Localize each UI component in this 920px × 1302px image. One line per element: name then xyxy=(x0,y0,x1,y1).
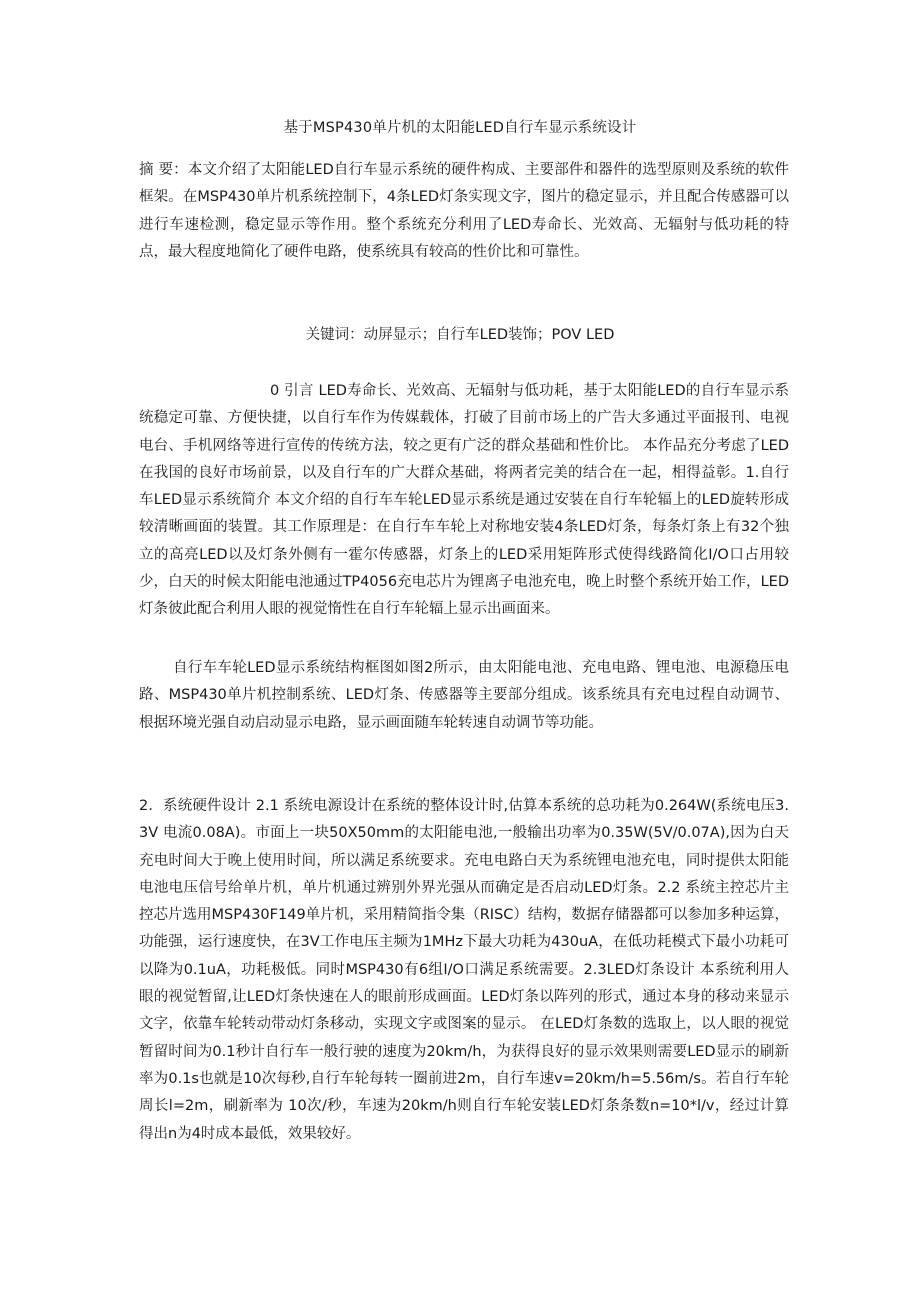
hardware-design-paragraph: 2．系统硬件设计 2.1 系统电源设计在系统的整体设计时,估算本系统的总功耗为0.264W(系统电压3.3V 电流0.08A)。市面上一块50X50mm的太阳能电池,一般输出功率为0.35W(5V/0.07A),因为白天充电时间大于晚上使用时间，所以满足系统要求。充电电路白天为系统锂电池充电，同时提供太阳能电池电压信号给单片机，单片机通过辨别外界光强从而确定是否启动LED灯条。2.2 系统主控芯片主控芯片选用MSP430F149单片机，采用精简指令集（RISC）结构，数据存储器都可以参加多种运算，功能强，运行速度快，在3V工作电压主频为1MHz下最大功耗为430uA，在低功耗模式下最小功耗可以降为0.1uA，功耗极低。同时MSP430有6组I/O口满足系统需要。2.3LED灯条设计 本系统利用人眼的视觉暂留,让LED灯条快速在人的眼前形成画面。LED灯条以阵列的形式，通过本身的移动来显示文字，依靠车轮转动带动灯条移动，实现文字或图案的显示。 在LED灯条数的选取上，以人眼的视觉暂留时间为0.1秒计自行车一般行驶的速度为20km/h，为获得良好的显示效果则需要LED显示的刷新率为0.1s也就是10次每秒,自行车轮每转一圈前进2m，自行车速v=20km/h=5.56m/s。若自行车轮周长l=2m，刷新率为 10次/秒，车速为20km/h则自行车轮安装LED灯条条数n=10*l/v，经过计算得出n为4时成本最低，效果较好。 xyxy=(139,798,789,1142)
structure-paragraph: 自行车车轮LED显示系统结构框图如图2所示，由太阳能电池、充电电路、锂电池、电源稳压电路、MSP430单片机控制系统、LED灯条、传感器等主要部分组成。该系统具有充电过程自动调节、根据环境光强自动启动显示电路，显示画面随车轮转速自动调节等功能。 xyxy=(139,660,789,731)
abstract-paragraph: 摘 要：本文介绍了太阳能LED自行车显示系统的硬件构成、主要部件和器件的选型原则及系统的软件框架。在MSP430单片机系统控制下，4条LED灯条实现文字，图片的稳定显示，并且配合传感器可以进行车速检测，稳定显示等作用。整个系统充分利用了LED寿命长、光效高、无辐射与低功耗的特点，最大程度地简化了硬件电路，使系统具有较高的性价比和可靠性。 xyxy=(139,162,789,260)
intro-paragraph: 0 引言 LED寿命长、光效高、无辐射与低功耗，基于太阳能LED的自行车显示系统稳定可靠、方便快捷，以自行车作为传媒载体，打破了目前市场上的广告大多通过平面报刊、电视电台、手机网络等进行宣传的传统方法，较之更有广泛的群众基础和性价比。 本作品充分考虑了LED在我国的良好市场前景，以及自行车的广大群众基础，将两者完美的结合在一起，相得益彰。1.自行车LED显示系统简介 本文介绍的自行车车轮LED显示系统是通过安装在自行车轮辐上的LED旋转形成较清晰画面的装置。其工作原理是：在自行车车轮上对称地安装4条LED灯条，每条灯条上有32个独立的高亮LED以及灯条外侧有一霍尔传感器，灯条上的LED采用矩阵形式使得线路简化I/O口占用较少，白天的时候太阳能电池通过TP4056充电芯片为锂离子电池充电，晚上时整个系统开始工作，LED灯条彼此配合利用人眼的视觉惰性在自行车轮辐上显示出画面来。 xyxy=(139,383,789,618)
keywords-line: 关键词：动屏显示；自行车LED装饰；POV LED xyxy=(305,327,615,343)
document-title: 基于MSP430单片机的太阳能LED自行车显示系统设计 xyxy=(283,120,637,136)
